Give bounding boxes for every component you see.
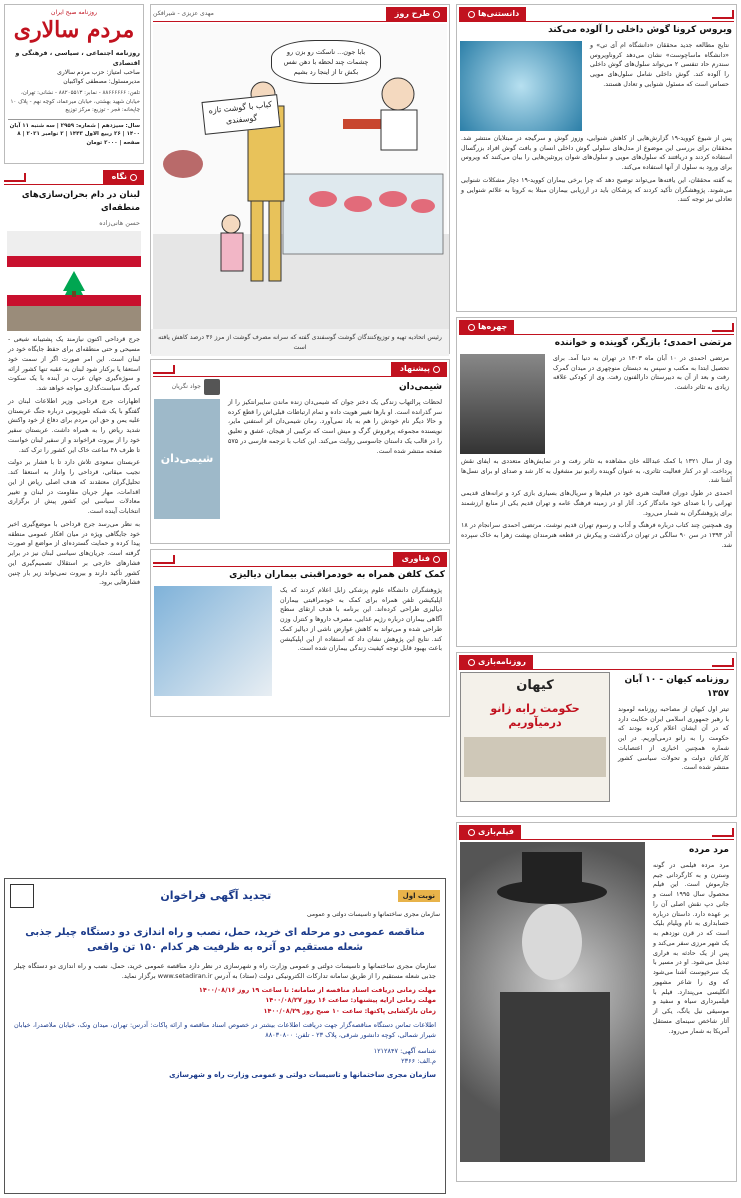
pencil-icon [433,11,440,18]
pishnahad-tag: پیشنهاد [391,362,447,376]
ad-date: زمان بازگشایی پاکتها: ساعت ۱۰ صبح روز ۱۴۰۰/۰۸/۲۹ [263,1006,436,1015]
clip-headline: حکومت رابه زانو درمیآوریم [490,702,580,730]
ad-sig-num2: م.الف: ۲۳۶۶ [401,1056,436,1065]
book-cover: شیمی‌دان [154,399,220,519]
book-title: شیمی‌دان [398,382,442,392]
fanavari-body: پژوهشگران دانشگاه علوم پزشکی زابل اعلام کردند که یک اپلیکیشن تلفن همراه برای کمک به خودمراقبتی بیماران دیالیزی طراحی کرده‌اند. این برنامه با هدف ارتقای سطح آگاهی بیماران درباره رژیم غذایی، مصرف داروها و کنترل وزن طراحی شده و می‌تواند به کاهش عوارض ناشی از دیالیز کمک کند. نتایج این پژوهش نشان داد که استفاده از این اپلیکیشن باعث بهبود قابل توجه کیفیت زندگی بیماران شده است. [280,586,442,653]
fanavari-section [150,549,450,717]
masthead-info: تلفن: ۸۸۶۶۶۶۶۶ - نمابر: ۸۸۲۰۵۵۱۳ - نشانی: تهران، خیابان شهید بهشتی، خیابان میرعماد، کوچه نهم - پلاک ۱۰ [10,90,140,105]
lebanon-flag-image [7,231,141,331]
daneshti-paragraph: نتایج مطالعه جدید محققان «دانشگاه ام آی تی» و «دانشگاه ماساچوست» نشان می‌دهد کروناویروس سندرم حاد تنفسی ۲ می‌تواند سلول‌های گوش داخلی را آلوده کند. گوش داخلی شامل سلول‌های مویی حساس است که مسئول شنوایی و تعادل هستند. [590,41,729,88]
chehreha-section [456,317,737,647]
negah-body [4,335,144,588]
film-title: مرد مرده [688,845,729,855]
negah-paragraph: به نظر می‌رسد جرج قرداحی با موضع‌گیری اخیر خود جایگاهی ویژه در میان افکار عمومی منطقه پیدا کرده و حمایت گسترده‌ای از مواضع او صورت گرفته است. جریان‌های سیاسی لبنان نیز در برابر فشارهای خارجی بر استقلال تصمیم‌گیری این کشور تأکید دارند و بیروت نمی‌تواند زیر بار چنین فشارهایی برود. [8,520,140,587]
fanavari-title: کمک کلفن همراه به خودمراقبتی بیماران دیالیزی [229,570,445,580]
ruzname-title: روزنامه کیهان - ۱۰ آبان ۱۳۵۷ [624,675,729,699]
negah-paragraph: جرج قرداحی اکنون نیازمند یک پشتیبانه شیعی - مسیحی و حتی منطقه‌ای برای حفظ جایگاه خود در لبنان است. این امر صورت اگر از سمت خود استعفا یا برکنار شود لبنان به عقبه تنها کشور ارائه و سوژه‌گیری جهان عرب در آینده با یک سکوت کمرنگ سیاست‌گذاری مواجه خواهد شد. [8,336,140,393]
film-section [456,822,737,1182]
face-icon [468,324,475,331]
cartoon-artist: مهدی عزیزی - شیرافکن [153,10,214,18]
newspaper-icon [468,659,475,666]
ad-footer: سازمان مجری ساختمانها و تاسیسات دولتی و عمومی وزارت راه و شهرسازی [169,1070,436,1079]
chehreha-paragraph: احمدی در طول دوران فعالیت هنری خود در فیلم‌ها و سریال‌های بسیاری بازی کرد و ترانه‌های قدیمی تهرانی را با صدای خود ماندگار کرد. آثار او در زمینه فرهنگ عامه و تهران قدیم یکی از منابع ارزشمند برای پژوهشگران به شمار می‌رود. [461,490,732,517]
lightbulb-icon [468,11,475,18]
masthead-title: مردم سالاری [13,17,135,44]
cartoon-caption: رئیس اتحادیه تهیه و توزیع‌کنندگان گوشت گوسفندی گفته که سرانه مصرف گوشت از مرز ۳۶ درصد کاهش یافته است [151,329,449,356]
negah-section [4,170,144,588]
cartoon-shop-sign: کباب با گوشت تازه گوسفندی [201,94,280,135]
portrait-image [460,354,545,454]
masthead-daily-label: روزنامه صبح ایران [51,9,97,16]
daneshti-paragraph: به گفته محققان، این یافته‌ها می‌تواند توضیح دهد که چرا برخی بیماران کووید-۱۹ دچار مشکلات شنوایی می‌شوند. پژوهشگران تأکید کردند که پزشکان باید در ارزیابی بیماران مبتلا به کرونا به علائم شنوایی و تعادلی نیز توجه کنند. [461,176,732,204]
ruzname-section [456,652,737,817]
ad-date: مهلت زمانی ارایه پیشنهاد: ساعت ۱۶ روز ۱۴۰۰/۰۸/۲۷ [265,996,436,1005]
book-review: لحظات پرالتهاب زندگی یک دختر جوان که شیمی‌دان زنده ماندن سایبرانتکیز را از سر گذرانده است. او بارها تغییر هویت داده و تمام ارتباطات قبلی‌اش را قطع کرده و حالا دیگر نام خودش را هم به یاد نمی‌آورد. رمان شیمی‌دان اثر استفنی مایر، نویسنده مجموعه پرفروش گرگ و میش است که ترکیبی از هیجان، عشق و تعلیق را در قالب یک داستان جاسوسی روایت می‌کند. این کتاب با ترجمه فارسی در ۵۷۵ صفحه منتشر شده است. [228,398,442,455]
cartoon-image [153,24,447,329]
masthead-manager: مدیرمسئول: مصطفی کواکبیان [63,78,140,86]
right-column [456,4,737,1182]
kayhan-clipping [460,672,610,802]
left-column [4,4,144,591]
clip-photo [464,737,606,777]
ad-sig-num: شناسه آگهی: ۱۲۱۲۸۴۷ [373,1046,436,1055]
ad-notes: اطلاعات تماس دستگاه مناقصه‌گزار جهت دریافت اطلاعات بیشتر در خصوص اسناد مناقصه و ارائه پاکات: آدرس: تهران، میدان ونک، خیابان ملاصدرا، خیابان شیراز شمالی، کوچه دانشور شرقی، پلاک ۲۳ - تلفن: ۸۸۰۳۰۸۰۰ [14,1020,436,1039]
dialysis-image [154,586,272,696]
masthead-date-line: سال: سیزدهم | شماره: ۲۹۵۹ | سه شنبه ۱۱ آبان ۱۴۰۰ | ۲۶ ربیع الاول ۱۴۴۳ | ۲ نوامبر ۲۰۲۱ | ۸ صفحه | ۲۰۰۰ تومان [8,119,140,148]
daneshti-tag: دانستنی‌ها [459,7,526,21]
masthead-subtitle: روزنامه اجتماعی ، سیاسی ، فرهنگی و اقتصادی [15,48,140,67]
chehreha-title: مرتضی احمدی؛ بازیگر، گوینده و خواننده [554,338,732,348]
film-icon [468,829,475,836]
author-avatar [204,379,220,395]
clip-masthead: کیهان [516,678,554,693]
org-logo [10,884,34,908]
virus-ear-image [460,41,582,131]
middle-column [150,4,450,717]
cartoon-speech-bubble: بابا جون... ناسکت رو بزن رو چشمات چند لحظه با دهن نفس بکش تا از اینجا رد بشیم [271,40,381,84]
ruzname-tag: روزنامه‌بازی [459,655,533,669]
chehreha-tag: چهره‌ها [459,320,514,334]
masthead-owner: صاحب امتیاز: حزب مردم سالاری [57,68,140,76]
chehreha-paragraph: وی از سال ۱۳۲۱ با کمک عبدالله خان مشاهده به تئاتر رفت و در نمایش‌های متعددی به ایفای نقش پرداخت. او در کنار فعالیت تئاتری، به عنوان گوینده رادیو نیز مشغول به کار شد و صدای او برای نسل‌ها آشنا شد. [461,457,732,485]
dead-man-still-image [460,842,645,1162]
book-icon [433,366,440,373]
negah-paragraph: اظهارات جرج قرداحی وزیر اطلاعات لبنان در گفتگو با یک شبکه تلویزیونی درباره جنگ عربستان علیه یمن و حق این مردم برای دفاع از خود واکنش شدید ریاض را به همراه داشت. عربستان سفیر خود را از بیروت فراخواند و از سفیر لبنان خواست تا ظرف ۴۸ ساعت خاک این کشور را ترک کند. [8,397,140,454]
negah-title: لبنان در دام بحران‌سازی‌های منطقه‌ای [21,190,140,214]
ruzname-body: تیتر اول کیهان از مصاحبه روزنامه لوموند با رهبر جمهوری اسلامی ایران حکایت دارد که در آن ایشان اعلام کرده بودند که حکومت را به زانو درمی‌آوریم. در این شماره همچنین اخباری از اعتصابات کارکنان دولت و تحولات سیاسی کشور منتشر شده است. [618,705,729,772]
chip-icon [433,556,440,563]
cartoon-section [150,4,450,354]
ad-headline: مناقصه عمومی دو مرحله ای خرید، حمل، نصب و راه اندازی دو دستگاه چیلر جذبی شعله مستقیم دو آتره به ظرفیت هر کدام ۱۵۰ تن واقعی [25,927,425,954]
daneshti-paragraph: پس از شیوع کووید-۱۹ گزارش‌هایی از کاهش شنوایی، وزوز گوش و سرگیجه در مبتلایان منتشر شد. محققان برای بررسی این موضوع از مدل‌های سلولی گوش داخلی انسان و بافت گوش افراد بزرگسال استفاده کردند و دریافتند که سلول‌های مویی و سلول‌های شوان پروتئین‌هایی را بیان می‌کنند که ویروس برای ورود به سلول از آنها استفاده می‌کند. [461,134,732,172]
daneshti-section [456,4,737,312]
masthead-print: چاپخانه: فجر - توزیع: مرکز توزیع [65,107,140,114]
ad-org: سازمان مجری ساختمانها و تاسیسات دولتی و عمومی [306,911,440,918]
masthead [4,4,144,164]
chehreha-paragraph: مرتضی احمدی در ۱۰ آبان ماه ۱۳۰۳ در تهران به دنیا آمد. برای تحصیل ابتدا به مکتب و سپس به دبستان منوچهری در میدان گمرک رفت و بعد از آن به دبیرستان دارالفنون رفت. وی از کودکی علاقه زیادی به تئاتر داشت. [553,354,729,392]
negah-author: حسن هانی‌زاده [99,219,140,228]
eye-icon [130,174,137,181]
daneshti-title: ویروس کرونا گوش داخلی را آلوده می‌کند [548,25,732,35]
fanavari-tag: فناوری [393,552,447,566]
chehreha-paragraph: وی همچنین چند کتاب درباره فرهنگ و آداب و رسوم تهران قدیم نوشت. مرتضی احمدی سرانجام در ۱۸ آذر ۱۳۹۳ در سن ۹۰ سالگی در تهران درگذشت و پیکرش در قطعه هنرمندان بهشت زهرا به خاک سپرده شد. [461,522,732,549]
pishnahad-section [150,359,450,544]
pishnahad-author: جواد نگریان [171,383,201,391]
ad-body: سازمان مجری ساختمانها و تاسیسات دولتی و عمومی وزارت راه و شهرسازی در نظر دارد مناقصه عمومی خرید، حمل، نصب و راه اندازی دو دستگاه چیلر جذبی شعله مستقیم را از طریق سامانه تدارکات الکترونیکی دولت (ستاد) به آدرس www.setadiran.ir برگزار نماید. [14,962,436,981]
cartoon-tag: طرح روز [386,7,447,21]
ad-badge: نوبت اول [398,890,440,903]
negah-tag: نگاه [103,170,144,184]
negah-paragraph: عربستان سعودی تلاش دارد تا با فشار بر دولت نجیب میقاتی، قرداحی را وادار به استعفا کند. تحلیل‌گران معتقدند که هدف اصلی ریاض از این اقدامات، مهار جریان مقاومت در لبنان و تغییر معادلات سیاسی این کشور پیش از برگزاری انتخابات آینده است. [8,459,140,516]
film-tag: فیلم‌بازی [459,825,521,839]
film-body: مرد مرده فیلمی در گونه وسترن و به کارگردانی جیم جارموش است. این فیلم محصول سال ۱۹۹۵ است و جانی دپ نقش اصلی آن را بر عهده دارد. داستان درباره حسابداری به نام ویلیام بلیک است که در قرن نوزدهم به یک شهر مرزی سفر می‌کند و پس از یک حادثه به فراری تبدیل می‌شود. او در مسیر با یک سرخپوست آشنا می‌شود که وی را شاعر مشهور انگلیسی می‌پندارد. فیلم با فیلمبرداری سیاه و سفید و موسیقی نیل یانگ، یکی از آثار شاخص سینمای مستقل آمریکا به شمار می‌رود. [653,861,729,1035]
tender-ad [4,878,446,1194]
ad-date: مهلت زمانی دریافت اسناد مناقصه از سامانه: تا ساعت ۱۹ روز ۱۴۰۰/۰۸/۱۶ [198,986,436,995]
ad-title: تجدید آگهی فراخوان [160,889,272,903]
